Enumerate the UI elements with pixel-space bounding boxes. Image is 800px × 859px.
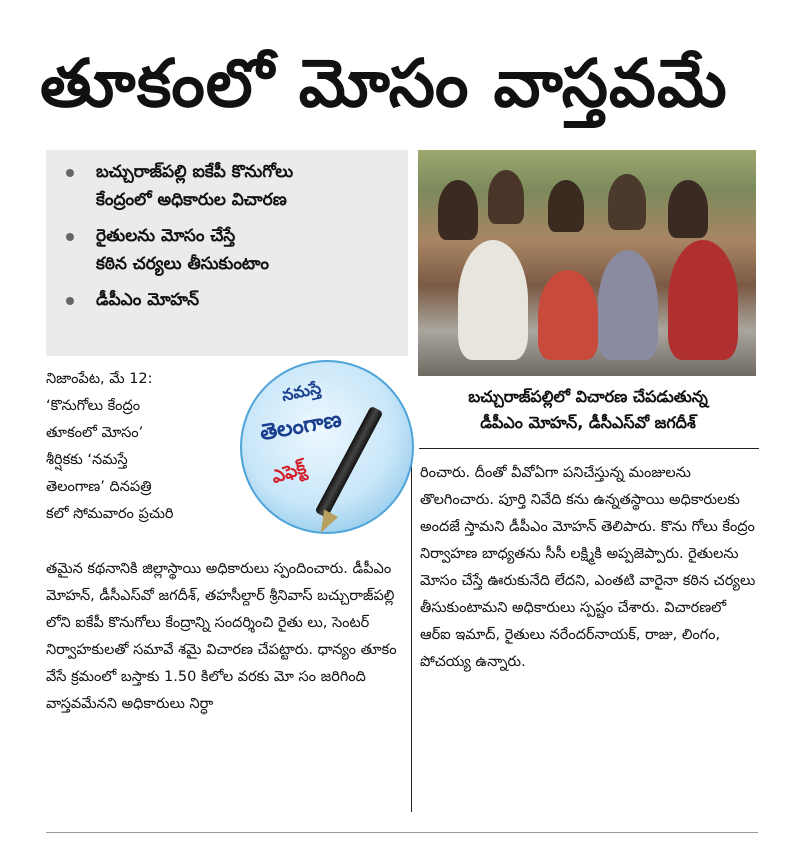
highlight-item: రైతులను మోసం చేస్తే కఠిన చర్యలు తీసుకుంటాం <box>66 222 408 278</box>
highlight-item: బచ్చురాజ్‌పల్లి ఐకేపీ కొనుగోలు కేంద్రంలో అధికారుల విచారణ <box>66 158 408 214</box>
news-photo <box>418 150 756 376</box>
article-lead-text: నిజాంపేట, మే 12: ‘కొనుగోలు కేంద్రం తూకంలో మోసం’ శీర్షికకు ‘నమస్తే తెలంగాణ’ దినపత్రి కలో సోమవారం ప్రచురి <box>46 371 174 522</box>
badge-line-3: ఎఫెక్ట్ <box>268 457 309 488</box>
caption-divider <box>419 448 759 449</box>
article-lead <box>46 366 236 528</box>
badge-line-1: నమస్తే <box>280 378 323 405</box>
photo-caption: బచ్చురాజ్‌పల్లిలో విచారణ చేపడుతున్న డీపీఎం మోహన్, డీసీఎస్‌వో జగదీశ్ <box>468 387 708 432</box>
namaste-telangana-effect-badge <box>240 360 414 534</box>
badge-line-2: తెలంగాణ <box>258 407 344 446</box>
headline: తూకంలో మోసం వాస్తవమే <box>40 45 728 122</box>
bottom-divider <box>46 832 758 833</box>
article-column-left: తమైన కథనానికి జిల్లాస్థాయి అధికారులు స్పందించారు. డీపీఎం మోహన్, డీసీఎస్‌వో జగదీశ్, తహసీల్దార్ శ్రీనివాస్ బచ్చురాజ్‌పల్లి లోని ఐకేపీ కొనుగోలు కేంద్రాన్ని సందర్శించి రైతు లు, సెంటర్ నిర్వాహకులతో సమావే శమై విచారణ చేపట్టారు. ధాన్యం తూకం వేసే క్రమంలో బస్తాకు 1.50 కిలోల వరకు మో సం జరిగింది వాస్తవమేనని అధికారులు నిర్ధా <box>46 561 397 712</box>
article-column-right: రించారు. దీంతో వీవోఏగా పనిచేస్తున్న మంజులను తొలగించారు. పూర్తి నివేది కను ఉన్నతస్థాయి అధికారులకు అందజే స్తామని డీపీఎం మోహన్ తెలిపారు. కొను గోలు కేంద్రం నిర్వాహణ బాధ్యతను సీసీ లక్ష్మికి అప్పజెప్పారు. రైతులను మోసం చేస్తే ఊరుకునేది లేదని, ఎంతటి వారైనా కఠిన చర్యలు తీసుకుంటామని అధికారులు స్పష్టం చేశారు. విచారణలో ఆర్ఐ ఇమాద్, రైతులు నరేందర్‌నాయక్, రాజు, లింగం, పోచయ్య ఉన్నారు. <box>420 465 756 670</box>
highlights-box <box>46 150 408 356</box>
column-divider <box>411 452 412 812</box>
highlight-item: డీపీఎం మోహన్ <box>66 286 408 314</box>
